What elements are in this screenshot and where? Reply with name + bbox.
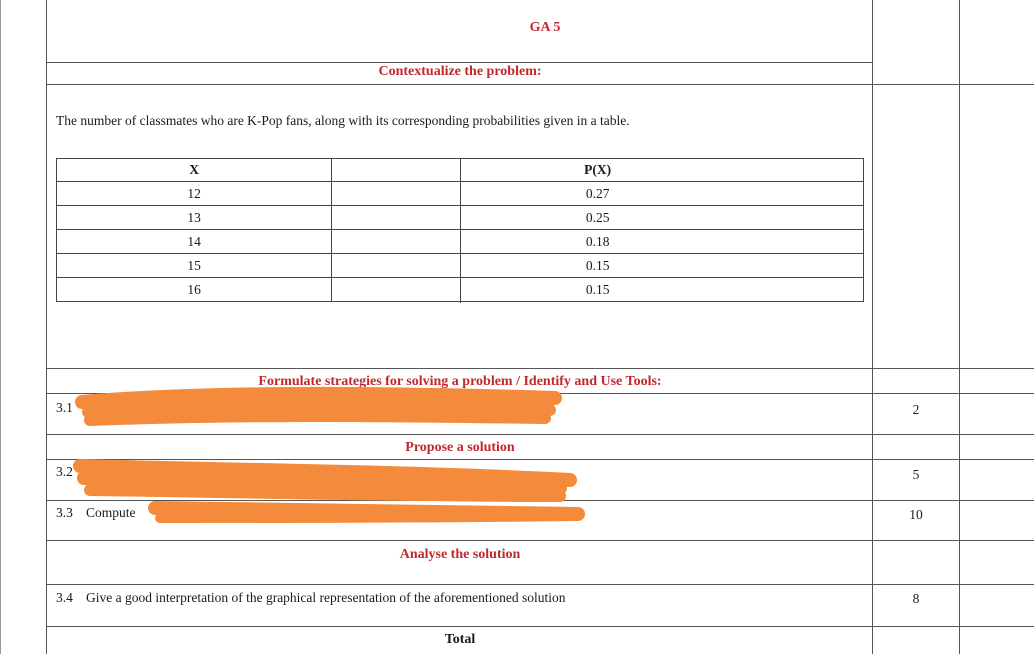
cell-x: 15 [57,254,332,278]
page-title: GA 5 [529,20,561,35]
item-text: Give a good interpretation of the graphical representation of the aforementioned solution [86,590,566,605]
section-heading-formulate: Formulate strategies for solving a problem / Identify and Use Tools: [258,374,662,389]
total-label: Total [444,632,476,647]
cell-x: 13 [57,206,332,230]
item-number: 3.1 [56,400,73,415]
section-heading-propose: Propose a solution [405,440,515,455]
cell-x: 12 [57,182,332,206]
cell-px: 0.18 [332,230,864,254]
cell-px: 0.25 [332,206,864,230]
item-number: 3.2 [56,464,73,479]
item-marks: 8 [912,591,920,606]
cell-x: 14 [57,230,332,254]
cell-x: 16 [57,278,332,302]
section-heading-contextualize: Contextualize the problem: [378,64,542,79]
cell-px: 0.27 [332,182,864,206]
intro-text: The number of classmates who are K-Pop fans, along with its corresponding probabilities given in a table. [56,113,630,128]
item-marks: 10 [909,507,923,522]
section-heading-analyse: Analyse the solution [399,547,521,562]
item-number: 3.3 [56,505,73,520]
item-marks: 2 [912,402,920,417]
item-marks: 5 [912,467,920,482]
item-text: Compute [86,505,136,520]
column-header-px: P(X) [332,159,864,182]
cell-px: 0.15 [332,254,864,278]
item-number: 3.4 [56,590,73,605]
cell-px: 0.15 [332,278,864,302]
column-header-x: X [57,159,332,182]
